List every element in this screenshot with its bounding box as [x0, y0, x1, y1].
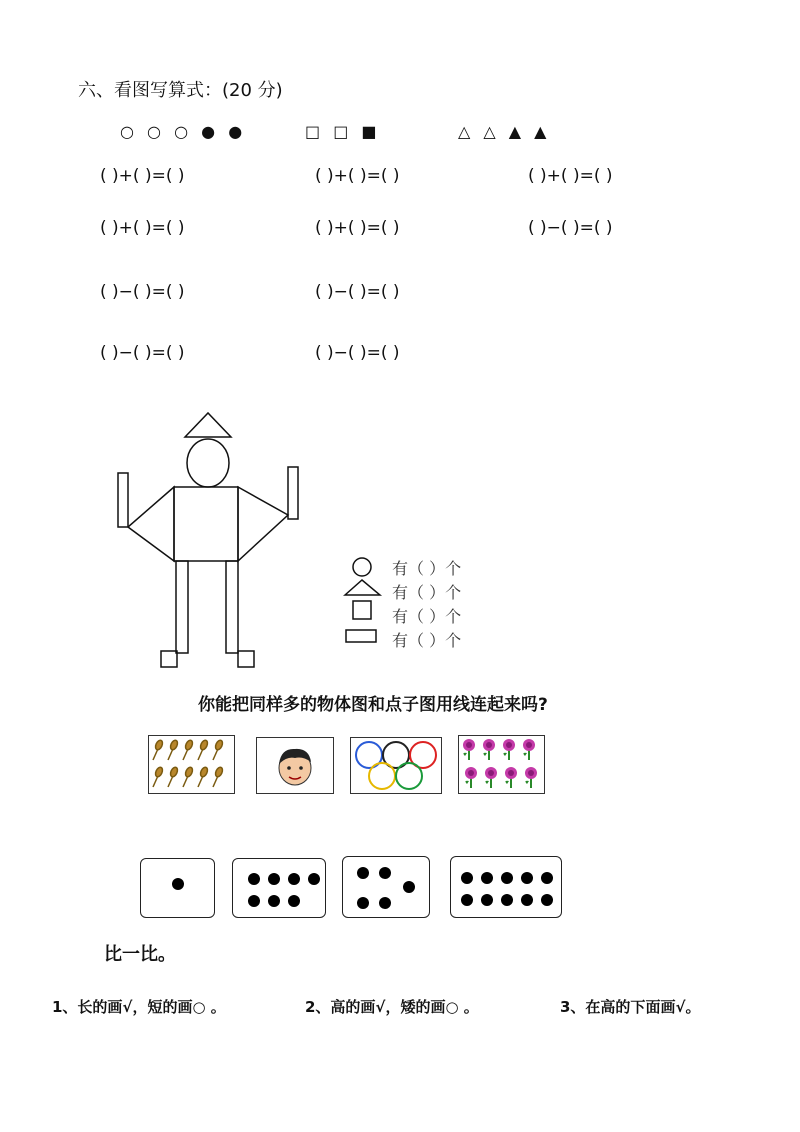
equation-blank[interactable]: ( )+( )=( ): [100, 218, 185, 238]
olympic-rings-icon: [351, 738, 441, 793]
robot-left-leg-rect: [176, 561, 188, 653]
dot-card-7[interactable]: [232, 858, 326, 918]
compare-item-3: 3、在高的下面画√。: [560, 998, 701, 1016]
circle-group: ○ ○ ○ ● ●: [120, 122, 247, 141]
match-question: 你能把同样多的物体图和点子图用线连起来吗?: [198, 695, 548, 715]
dots: [343, 857, 429, 917]
compare-item-2: 2、高的画√，矮的画○ 。: [305, 998, 479, 1016]
equation-blank[interactable]: ( )−( )=( ): [100, 343, 185, 363]
dot-card-10[interactable]: [450, 856, 562, 918]
equation-blank[interactable]: ( )−( )=( ): [528, 218, 613, 238]
rectangle-count[interactable]: 有（ ）个: [392, 631, 462, 650]
equation-blank[interactable]: ( )+( )=( ): [315, 166, 400, 186]
equation-blank[interactable]: ( )+( )=( ): [100, 166, 185, 186]
triangle-count[interactable]: 有（ ）个: [392, 583, 462, 602]
robot-head-circle: [187, 439, 229, 487]
flower-icon: [459, 736, 544, 793]
triangle-group: △ △ ▲ ▲: [458, 122, 551, 141]
rectangle-icon: [346, 630, 376, 642]
dots: [141, 859, 214, 917]
shape-robot-figure: [110, 405, 310, 675]
circle-icon: [353, 558, 371, 576]
robot-left-foot-square: [161, 651, 177, 667]
equation-blank[interactable]: ( )−( )=( ): [100, 282, 185, 302]
compare-item-1: 1、长的画√，短的画○ 。: [52, 998, 226, 1016]
equation-blank[interactable]: ( )−( )=( ): [315, 343, 400, 363]
boy-face-icon: [257, 738, 333, 793]
dot-card-5[interactable]: [342, 856, 430, 918]
dots: [451, 857, 561, 917]
flowers-card[interactable]: [458, 735, 545, 794]
robot-hat-triangle: [185, 413, 231, 437]
compare-title: 比一比。: [104, 944, 176, 965]
section-title: 六、看图写算式：(20 分): [78, 80, 283, 101]
triangle-icon: [345, 580, 380, 595]
robot-left-arm-triangle: [128, 487, 174, 561]
equation-blank[interactable]: ( )+( )=( ): [315, 218, 400, 238]
boy-card[interactable]: [256, 737, 334, 794]
robot-right-arm-triangle: [238, 487, 288, 561]
robot-left-hand-rect: [118, 473, 128, 527]
wheat-card[interactable]: [148, 735, 235, 794]
equation-blank[interactable]: ( )−( )=( ): [315, 282, 400, 302]
square-group: □ □ ■: [305, 122, 381, 141]
equation-blank[interactable]: ( )+( )=( ): [528, 166, 613, 186]
square-icon: [353, 601, 371, 619]
square-count[interactable]: 有（ ）个: [392, 607, 462, 626]
circle-count[interactable]: 有（ ）个: [392, 559, 462, 578]
dots: [233, 859, 325, 917]
robot-right-leg-rect: [226, 561, 238, 653]
dot-card-1[interactable]: [140, 858, 215, 918]
rings-card[interactable]: [350, 737, 442, 794]
robot-right-foot-square: [238, 651, 254, 667]
robot-right-hand-rect: [288, 467, 298, 519]
shape-legend-icons: [340, 555, 390, 650]
wheat-icon: [149, 736, 234, 793]
robot-body-square: [174, 487, 238, 561]
